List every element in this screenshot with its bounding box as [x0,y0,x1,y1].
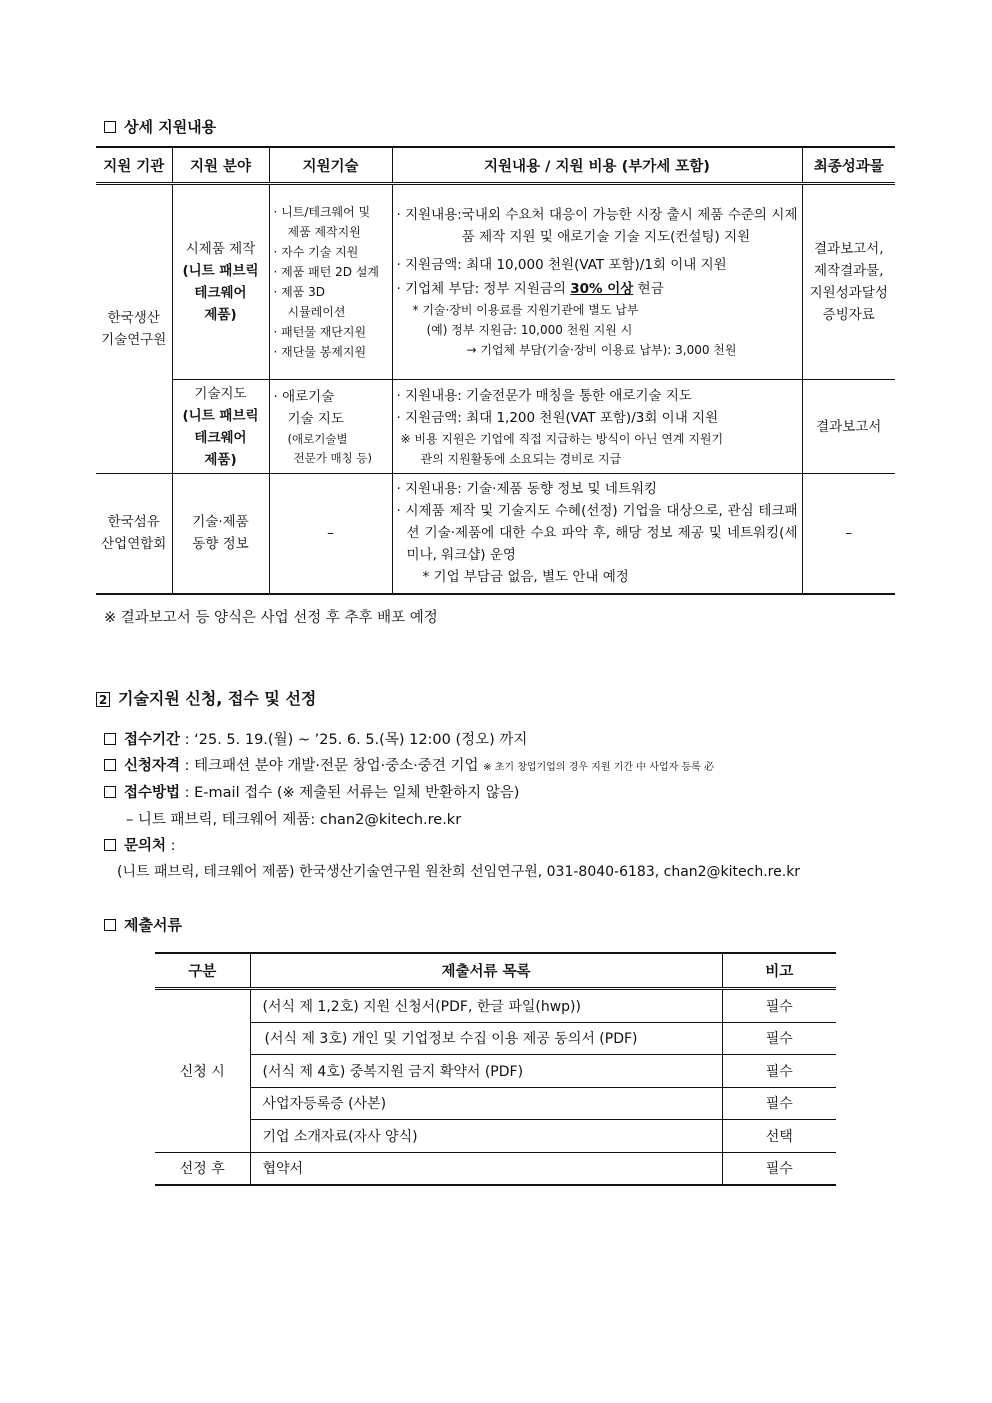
item-label: 접수기간 [124,732,181,748]
field-bold: 테크웨어 [194,285,247,301]
note-cell: 필수 [722,989,836,1023]
item-label: 접수방법 [124,785,181,801]
content-line: · 시제품 제작 및 기술지도 수혜(선정) 기업을 대상으로, 관심 테크패션 기술·제품에 대한 수요 파악 후, 해당 정보 제공 및 네트워킹(세미나, 워크샵) 운영 [396,503,798,564]
burden-text: · 기업체 부담: 정부 지원금의 [396,281,571,297]
doc-cell: (서식 제 1,2호) 지원 신청서(PDF, 한글 파일(hwp)) [250,989,722,1023]
table-row [155,1087,836,1120]
field-bold: (니트 패브릭 [182,263,259,279]
section-heading-docs [104,914,182,935]
field-bold: 테크웨어 [194,429,247,446]
section-number-box: 2 [96,692,110,707]
tech-item: 시뮬레이션 [287,305,346,319]
burden-underlined: 30% 이상 [570,281,634,297]
group-cell: 선정 후 [155,1152,250,1185]
note-line: * 기술·장비 이용료를 지원기관에 별도 납부 [412,303,639,317]
tech-cell: – [269,474,392,594]
tech-item: · 제품 패턴 2D 설계 [273,265,379,279]
result-cell: 결과보고서 [802,380,895,474]
header-cell: 지원기술 [269,147,392,184]
table-row [96,474,895,594]
field-cell [172,184,269,380]
table-row [96,184,895,380]
note-line: (예) 정부 지원금: 10,000 천원 지원 시 [426,323,633,337]
section-title: 상세 지원내용 [124,118,217,136]
note-line: → 기업체 부담(기술·장비 이용료 납부): 3,000 천원 [466,343,737,357]
method-line [104,781,519,802]
content-cell [392,474,802,594]
content-line: · 지원내용: 기술·제품 동향 정보 및 네트워킹 [396,481,658,498]
item-text: : ‘25. 5. 19.(월) ~ ’25. 6. 5.(목) 12:00 (정오) 까지 [180,732,528,748]
checkbox-square-icon [104,733,116,745]
item-label: 문의처 [124,838,167,854]
table-row [155,1022,836,1055]
tech-item: · 제품 3D [273,285,326,299]
content-cell [392,184,802,380]
section-heading-apply [96,686,316,709]
content-line: · 지원금액: 최대 1,200 천원(VAT 포함)/3회 이내 지원 [396,409,719,426]
tech-cell [269,380,392,474]
checkbox-square-icon [104,786,116,798]
tech-item: · 패턴물 재단지원 [273,325,367,339]
tech-item: 기술 지도 [287,410,344,427]
content-line [397,204,798,248]
header-cell: 지원 기관 [96,147,172,184]
checkbox-square-icon [104,759,116,771]
note-cell: 필수 [722,1152,836,1185]
table-row [155,989,836,1023]
table-row [155,1120,836,1153]
result-line: 제작결과물, [814,263,884,279]
header-cell: 제출서류 목록 [250,953,722,989]
field-name: 동향 정보 [192,536,249,553]
header-cell: 비고 [722,953,836,989]
header-cell: 최종성과물 [802,147,895,184]
content-cell [392,380,802,474]
result-cell [802,184,895,380]
contact-line: (니트 패브릭, 테크웨어 제품) 한국생산기술연구원 원찬희 선임연구원, 031-8040-6183, chan2@kitech.re.kr [117,864,801,880]
result-line: 지원성과달성 [809,285,888,301]
field-name: 시제품 제작 [185,241,256,257]
table-header-row [155,953,836,989]
result-line: 증빙자료 [822,307,875,323]
field-cell [172,474,269,594]
note-line: * 기업 부담금 없음, 별도 안내 예정 [422,569,629,586]
doc-cell: 협약서 [250,1152,722,1185]
content-body: 국내외 수요처 대응이 가능한 시장 출시 제품 수준의 시제품 제작 지원 및 애로기술 기술 지도(컨설팅) 지원 [461,207,798,245]
checkbox-square-icon [104,121,116,133]
table-row [96,380,895,474]
header-cell: 지원 분야 [172,147,269,184]
item-small-note: ※ 초기 창업기업의 경우 지원 기간 中 사업자 등록 必 [483,762,715,773]
doc-cell: 사업자등록증 (사본) [250,1087,722,1120]
org-cell-kofoti [96,474,172,594]
item-label: 신청자격 [124,758,181,774]
documents-table [155,952,836,1186]
email-line: – 니트 패브릭, 테크웨어 제품: chan2@kitech.re.kr [126,812,462,828]
item-text: : E-mail 접수 (※ 제출된 서류는 일체 반환하지 않음) [180,785,520,801]
org-line: 한국섬유 [107,514,160,531]
support-detail-table [96,146,895,595]
tech-item: 제품 제작지원 [287,225,361,239]
content-line: · 지원금액: 최대 10,000 천원(VAT 포함)/1회 이내 지원 [396,257,727,273]
section-heading-detail [104,116,216,137]
org-line: 산업연합회 [101,536,167,553]
note-cell: 필수 [722,1087,836,1120]
header-cell: 지원내용 / 지원 비용 (부가세 포함) [392,147,802,184]
result-cell: – [802,474,895,594]
section-title: 기술지원 신청, 접수 및 선정 [118,689,317,708]
tech-item: (애로기술별 [287,431,348,446]
checkbox-square-icon [104,919,116,931]
eligibility-line [104,754,714,775]
table-header-row [96,147,895,184]
burden-text: 현금 [633,281,664,297]
contact-heading-line [104,834,176,855]
org-cell-kitech [96,184,172,474]
field-name: 기술지도 [194,385,247,402]
doc-cell: (서식 제 3호) 개인 및 기업정보 수집 이용 제공 동의서 (PDF) [250,1022,722,1055]
tech-item: · 재단물 봉제지원 [273,345,367,359]
section-title: 제출서류 [124,916,182,934]
org-line: 기술연구원 [101,332,167,348]
field-bold: 제품) [204,451,237,468]
content-line: · 지원내용: 기술전문가 매칭을 통한 애로기술 지도 [396,387,692,404]
tech-cell [269,184,392,380]
item-text: : [166,838,176,854]
content-label: · 지원내용: [396,207,462,223]
table-row [155,1055,836,1088]
field-cell [172,380,269,474]
content-line [397,278,798,300]
field-bold: 제품) [204,307,237,323]
tech-item: · 니트/테크웨어 및 [273,205,371,219]
table-footnote: ※ 결과보고서 등 양식은 사업 선정 후 추후 배포 예정 [104,610,438,626]
table-row [155,1152,836,1185]
tech-item: 전문가 매칭 등) [293,450,372,465]
item-text: : 테크패션 분야 개발·전문 창업·중소·중견 기업 [180,758,484,774]
tech-item: · 애로기술 [273,388,335,405]
org-line: 한국생산 [107,310,160,326]
note-cell: 선택 [722,1120,836,1153]
note-cell: 필수 [722,1055,836,1088]
doc-cell: 기업 소개자료(자사 양식) [250,1120,722,1153]
note-line: ※ 비용 지원은 기업에 직접 지급하는 방식이 아닌 연계 지원기 [400,431,724,446]
tech-item: · 자수 기술 지원 [273,245,359,259]
field-name: 기술·제품 [192,514,249,531]
apply-period-line [104,728,527,749]
field-bold: (니트 패브릭 [182,407,259,424]
note-cell: 필수 [722,1022,836,1055]
result-line: 결과보고서, [814,241,884,257]
doc-cell: (서식 제 4호) 중복지원 금지 확약서 (PDF) [250,1055,722,1088]
header-cell: 구분 [155,953,250,989]
checkbox-square-icon [104,839,116,851]
note-line: 관의 지원활동에 소요되는 경비로 지급 [420,451,622,466]
group-cell: 신청 시 [155,989,250,1153]
